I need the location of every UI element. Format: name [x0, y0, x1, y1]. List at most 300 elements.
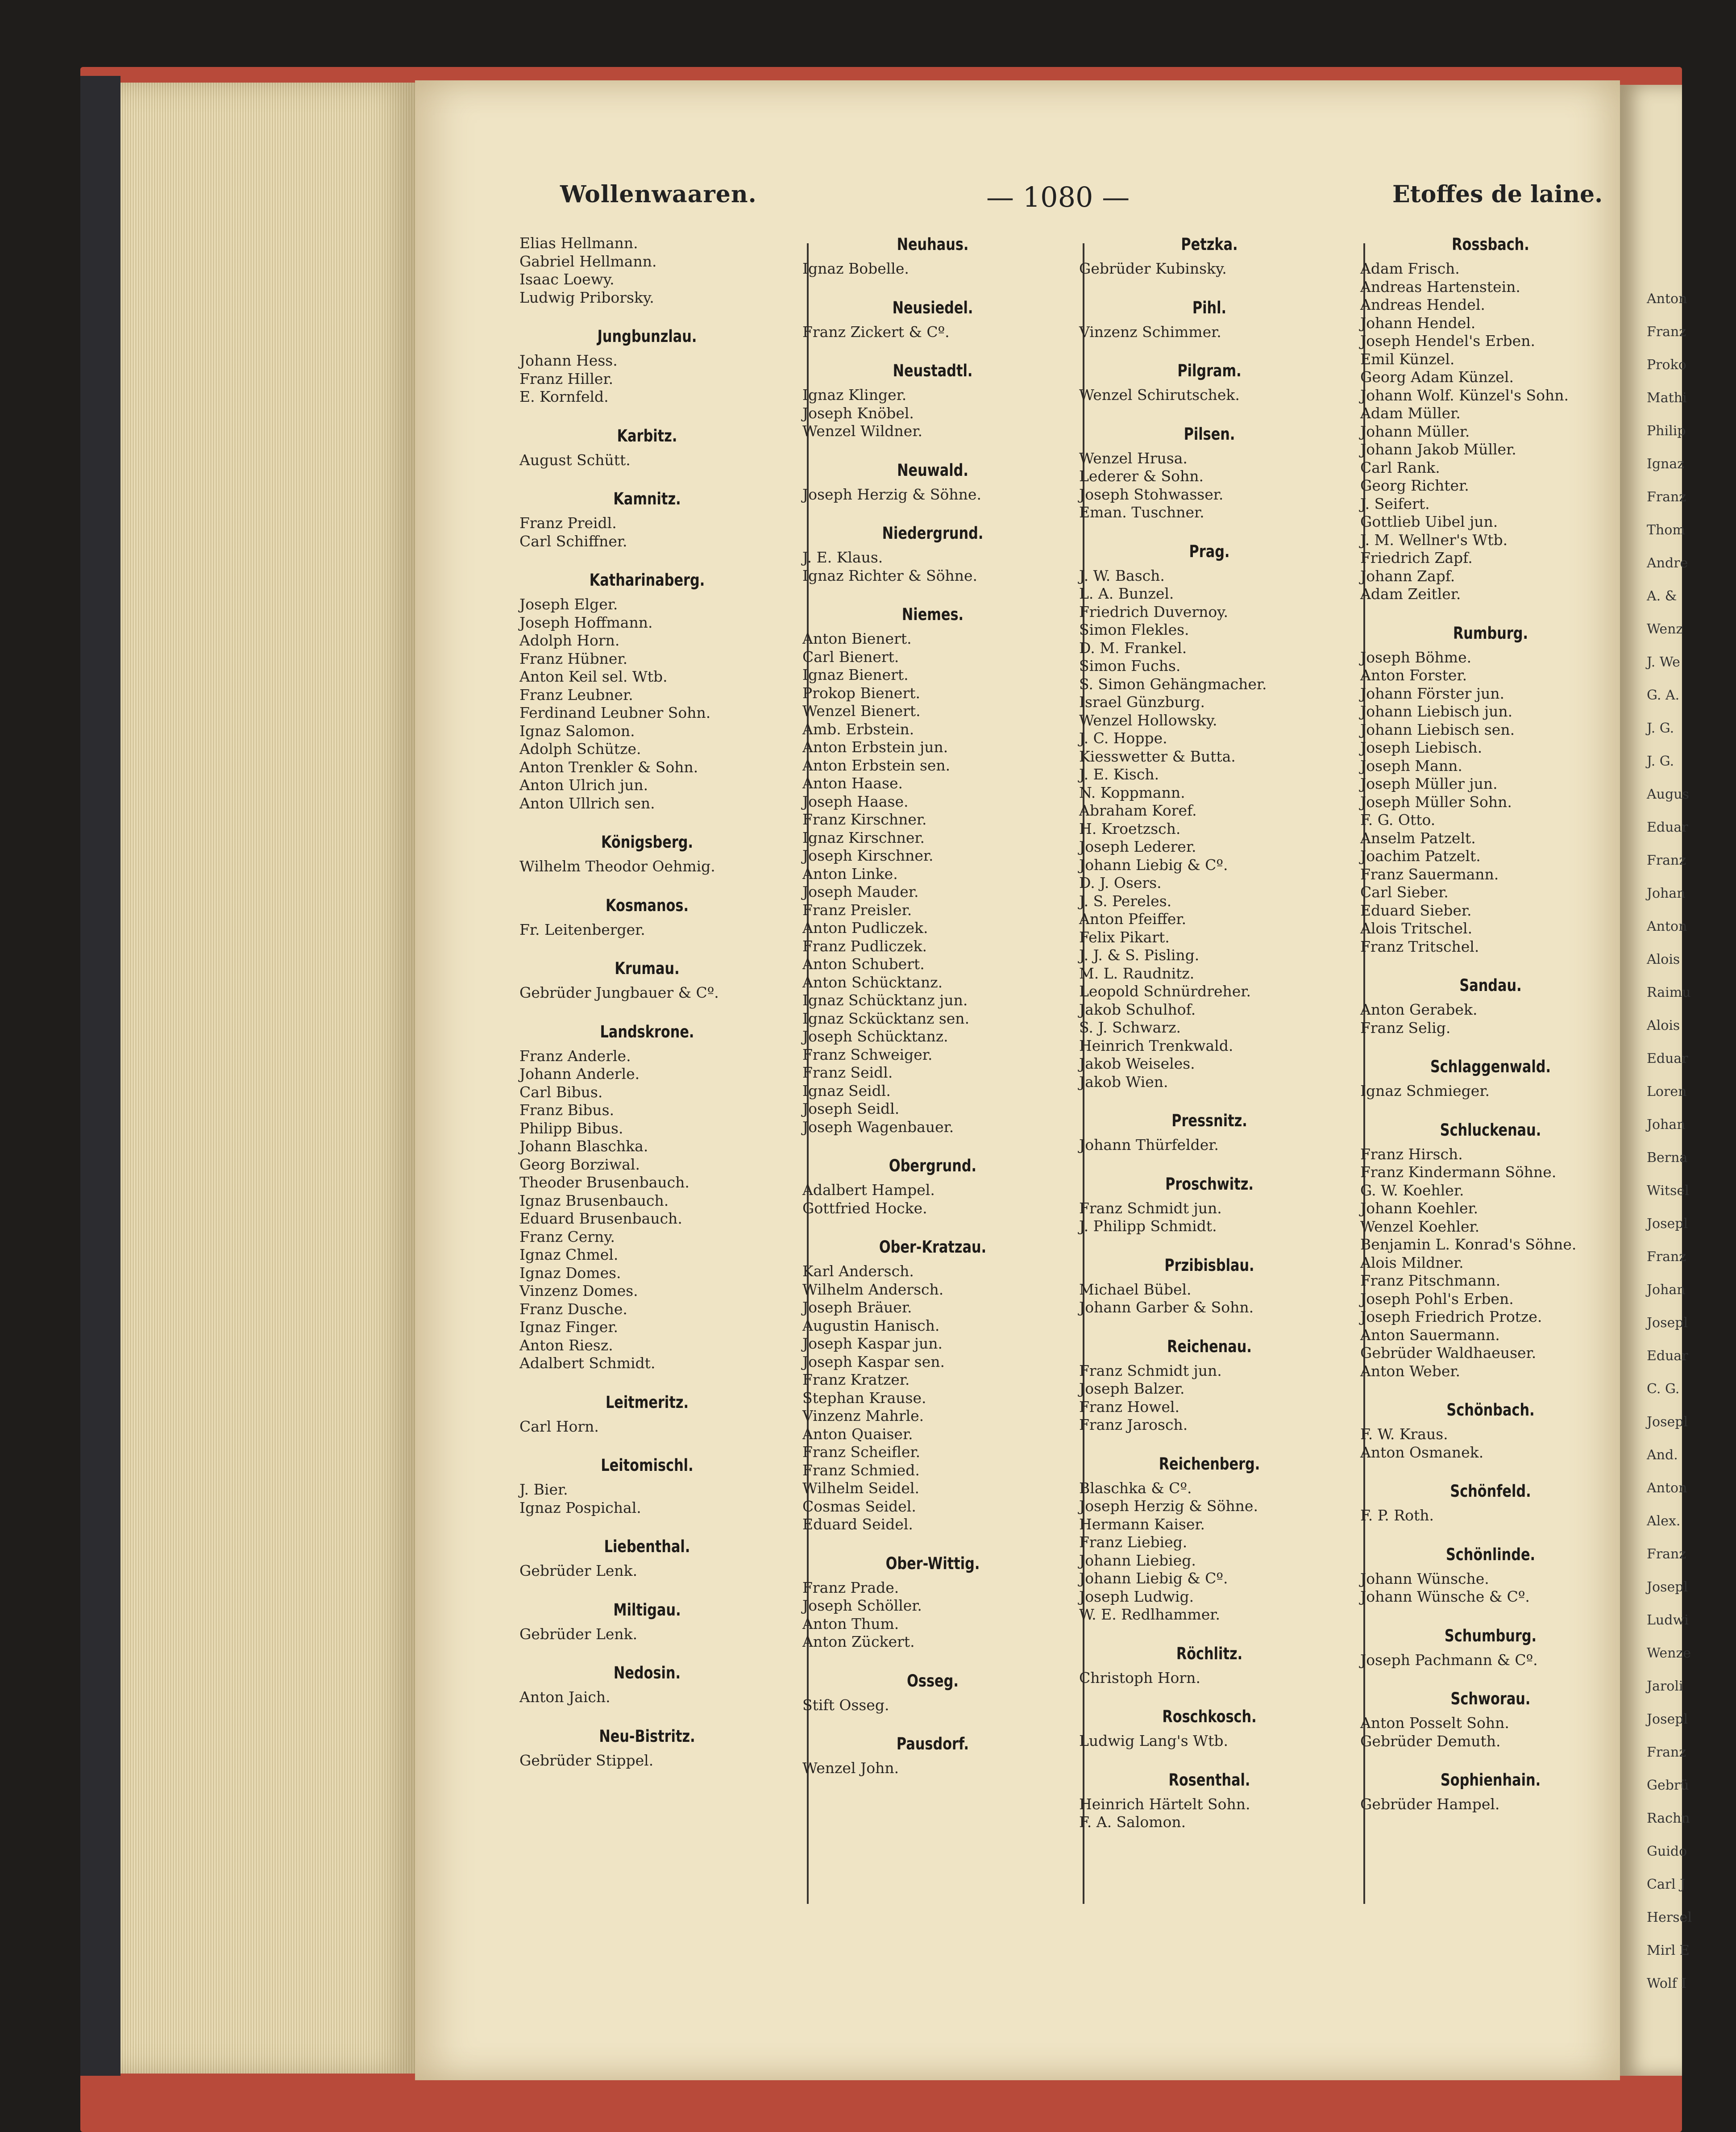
next-page-fragment: Franz — [1647, 1546, 1686, 1562]
firm-entry: J. J. & S. Pisling. — [1079, 946, 1200, 964]
firm-entry: Augustin Hanisch. — [802, 1316, 940, 1334]
firm-entry: Gottlieb Uibel jun. — [1360, 513, 1498, 530]
next-page-fragment: Wenze — [1647, 1645, 1691, 1661]
firm-entry: Franz Leubner. — [519, 686, 633, 704]
firm-entry: Ignaz Sckücktanz sen. — [802, 1009, 970, 1027]
firm-entry: Joseph Elger. — [519, 595, 618, 613]
town-heading: Neusiedel. — [892, 298, 973, 317]
firm-entry: Ignaz Brusenbauch. — [519, 1191, 669, 1209]
firm-entry: Franz Kindermann Söhne. — [1360, 1163, 1557, 1181]
town-heading: Schworau. — [1450, 1689, 1531, 1708]
firm-entry: Hermann Kaiser. — [1079, 1515, 1205, 1533]
firm-entry: Gebrüder Waldhaeuser. — [1360, 1344, 1537, 1362]
firm-entry: Franz Prade. — [802, 1578, 899, 1596]
firm-entry: Adam Zeitler. — [1360, 585, 1461, 603]
firm-entry: Anton Gerabek. — [1360, 1001, 1478, 1018]
firm-entry: Michael Bübel. — [1079, 1280, 1192, 1298]
firm-entry: Johann Zapf. — [1360, 567, 1455, 585]
firm-entry: Gebrüder Hampel. — [1360, 1795, 1500, 1813]
firm-entry: Cosmas Seidel. — [802, 1497, 916, 1515]
next-page-fragment: Mathi — [1647, 390, 1687, 406]
firm-entry: Elias Hellmann. — [519, 234, 638, 252]
firm-entry: Anton Weber. — [1360, 1362, 1461, 1380]
firm-entry: Franz Sauermann. — [1360, 865, 1499, 883]
firm-entry: Emil Künzel. — [1360, 350, 1455, 368]
firm-entry: Ignaz Bobelle. — [802, 260, 909, 277]
firm-entry: E. Kornfeld. — [519, 388, 609, 405]
firm-entry: Franz Schmied. — [802, 1461, 920, 1479]
firm-entry: Joseph Liebisch. — [1360, 739, 1483, 756]
firm-entry: Anton Osmanek. — [1360, 1443, 1484, 1461]
next-page-fragment: Philip — [1647, 423, 1686, 439]
firm-entry: Wenzel Koehler. — [1360, 1217, 1480, 1235]
firm-entry: Leopold Schnürdreher. — [1079, 983, 1251, 1000]
firm-entry: Andreas Hendel. — [1360, 296, 1485, 313]
town-heading: Röchlitz. — [1176, 1644, 1243, 1663]
firm-entry: Joseph Mann. — [1360, 757, 1462, 775]
next-page-edge — [1620, 85, 1692, 2076]
next-page-fragment: Josepl — [1647, 1414, 1688, 1430]
firm-entry: Franz Kratzer. — [802, 1371, 910, 1388]
firm-entry: Johann Liebig & Cº. — [1079, 1570, 1228, 1587]
firm-entry: Franz Pudliczek. — [802, 937, 927, 955]
firm-entry: Franz Kirschner. — [802, 811, 927, 828]
firm-entry: Wenzel Schirutschek. — [1079, 386, 1240, 404]
next-page-fragment: Ignaz — [1647, 456, 1685, 472]
firm-entry: Johann Hendel. — [1360, 314, 1476, 332]
firm-entry: Anton Pudliczek. — [802, 919, 928, 937]
firm-entry: Christoph Horn. — [1079, 1669, 1200, 1686]
next-page-fragment: Jaroli — [1647, 1678, 1683, 1694]
firm-entry: Joseph Müller Sohn. — [1360, 793, 1512, 811]
firm-entry: Joseph Pachmann & Cº. — [1360, 1651, 1538, 1669]
next-page-fragment: Augus — [1647, 787, 1689, 802]
firm-entry: August Schütt. — [519, 451, 631, 469]
next-page-fragment: Franz — [1647, 853, 1686, 868]
next-page-fragment: Josepl — [1647, 1711, 1688, 1727]
firm-entry: Johann Liebisch jun. — [1360, 703, 1513, 720]
firm-entry: J. M. Wellner's Wtb. — [1360, 531, 1508, 549]
town-heading: Pilsen. — [1184, 424, 1235, 444]
town-heading: Landskrone. — [600, 1022, 694, 1041]
firm-entry: Anton Ullrich sen. — [519, 794, 655, 812]
firm-entry: Eduard Brusenbauch. — [519, 1210, 682, 1227]
firm-entry: Anton Jaich. — [519, 1688, 611, 1706]
firm-entry: Joseph Kirschner. — [802, 847, 934, 864]
town-heading: Leitomischl. — [601, 1456, 694, 1475]
next-page-fragment: Alex. — [1647, 1513, 1681, 1529]
firm-entry: Ignaz Bienert. — [802, 666, 909, 683]
town-heading: Kosmanos. — [605, 895, 689, 915]
firm-entry: J. E. Kisch. — [1079, 766, 1159, 783]
next-page-fragment: Wenz — [1647, 621, 1683, 637]
firm-entry: Franz Schmidt jun. — [1079, 1199, 1222, 1217]
firm-entry: Franz Liebieg. — [1079, 1533, 1188, 1551]
firm-entry: Isaac Loewy. — [519, 271, 615, 288]
firm-entry: Anton Ulrich jun. — [519, 776, 648, 794]
next-page-fragment: Carl J — [1647, 1877, 1686, 1892]
next-page-fragment: Alois — [1647, 952, 1680, 967]
firm-entry: Franz Zickert & Cº. — [802, 323, 950, 341]
firm-entry: Franz Selig. — [1360, 1019, 1451, 1037]
town-heading: Pausdorf. — [896, 1734, 969, 1753]
next-page-fragment: J. We — [1647, 654, 1680, 670]
next-page-fragment: Andre — [1647, 555, 1688, 571]
next-page-fragment: Mirl E — [1647, 1943, 1690, 1958]
firm-entry: Anton Keil sel. Wtb. — [519, 668, 668, 685]
firm-entry: Israel Günzburg. — [1079, 693, 1205, 711]
firm-entry: Ferdinand Leubner Sohn. — [519, 704, 711, 721]
firm-entry: Joseph Bräuer. — [802, 1299, 912, 1316]
firm-entry: Ignaz Schmieger. — [1360, 1082, 1490, 1099]
firm-entry: Jakob Wien. — [1079, 1073, 1168, 1091]
town-heading: Miltigau. — [613, 1600, 681, 1620]
next-page-fragment: Franz — [1647, 489, 1686, 505]
next-page-fragment: Alois — [1647, 1018, 1680, 1033]
firm-entry: Franz Howel. — [1079, 1398, 1179, 1416]
firm-entry: Anton Forster. — [1360, 666, 1467, 684]
firm-entry: Jakob Weiseles. — [1079, 1055, 1195, 1072]
next-page-fragment: Johan — [1647, 886, 1686, 901]
firm-entry: Joseph Haase. — [802, 792, 909, 810]
town-heading: Reichenberg. — [1159, 1454, 1260, 1474]
firm-entry: Carl Sieber. — [1360, 883, 1449, 901]
header-right-title: Etoffes de laine. — [1392, 181, 1603, 208]
town-heading: Osseg. — [907, 1671, 959, 1691]
directory-column-2 — [799, 234, 1067, 1908]
next-page-fragment: Rachn — [1647, 1811, 1690, 1826]
firm-entry: Joseph Herzig & Söhne. — [802, 485, 981, 503]
firm-entry: N. Koppmann. — [1079, 783, 1185, 801]
firm-entry: Franz Hübner. — [519, 650, 628, 667]
firm-entry: Joseph Ludwig. — [1079, 1587, 1194, 1605]
firm-entry: Anton Sauermann. — [1360, 1326, 1500, 1344]
town-heading: Sandau. — [1459, 976, 1522, 995]
firm-entry: Ignaz Chmel. — [519, 1246, 619, 1263]
firm-entry: F. P. Roth. — [1360, 1507, 1434, 1524]
book-spine — [80, 76, 120, 2076]
town-heading: Nedosin. — [613, 1663, 681, 1682]
firm-entry: Gebrüder Kubinsky. — [1079, 260, 1227, 277]
firm-entry: Johann Liebieg. — [1079, 1551, 1196, 1569]
directory-column-3 — [1076, 234, 1343, 1908]
firm-entry: Vinzenz Domes. — [519, 1282, 638, 1299]
next-page-fragment: Anton — [1647, 1480, 1687, 1496]
town-heading: Neuhaus. — [897, 235, 969, 254]
firm-entry: Adolph Horn. — [519, 632, 620, 649]
firm-entry: F. A. Salomon. — [1079, 1813, 1186, 1831]
firm-entry: Friedrich Duvernoy. — [1079, 603, 1228, 620]
town-heading: Proschwitz. — [1165, 1174, 1254, 1194]
firm-entry: Johann Hess. — [519, 352, 618, 369]
firm-entry: Joachim Patzelt. — [1360, 847, 1481, 865]
firm-entry: Joseph Friedrich Protze. — [1360, 1308, 1542, 1325]
firm-entry: Friedrich Zapf. — [1360, 549, 1473, 566]
firm-entry: Anselm Patzelt. — [1360, 829, 1476, 847]
firm-entry: Ignaz Richter & Söhne. — [802, 566, 978, 584]
town-heading: Ober-Kratzau. — [879, 1237, 987, 1257]
town-heading: Pilgram. — [1177, 361, 1242, 380]
firm-entry: Carl Horn. — [519, 1417, 599, 1435]
next-page-fragment: Josepl — [1647, 1579, 1688, 1595]
firm-entry: Franz Preisler. — [802, 901, 912, 919]
firm-entry: Felix Pikart. — [1079, 928, 1170, 946]
firm-entry: Franz Jarosch. — [1079, 1416, 1188, 1433]
firm-entry: Ignaz Domes. — [519, 1264, 621, 1282]
firm-entry: Joseph Pohl's Erben. — [1360, 1290, 1514, 1308]
firm-entry: Anton Schubert. — [802, 955, 925, 973]
firm-entry: Joseph Wagenbauer. — [802, 1118, 954, 1136]
next-page-fragment: J. G. — [1647, 754, 1674, 769]
firm-entry: Johann Thürfelder. — [1079, 1136, 1219, 1153]
next-page-fragment: Proko — [1647, 357, 1686, 373]
firm-entry: W. E. Redlhammer. — [1079, 1606, 1220, 1623]
firm-entry: Franz Hirsch. — [1360, 1145, 1463, 1163]
firm-entry: J. Seifert. — [1360, 495, 1430, 512]
firm-entry: Joseph Balzer. — [1079, 1380, 1185, 1397]
firm-entry: Alois Tritschel. — [1360, 920, 1473, 937]
firm-entry: Gottfried Hocke. — [802, 1199, 927, 1217]
next-page-fragment: Hersel — [1647, 1910, 1692, 1925]
firm-entry: Jakob Schulhof. — [1079, 1000, 1196, 1018]
firm-entry: Johann Garber & Sohn. — [1079, 1299, 1254, 1316]
next-page-fragment: Eduar — [1647, 820, 1688, 835]
next-page-fragment: Eduar — [1647, 1051, 1688, 1066]
firm-entry: Georg Adam Künzel. — [1360, 368, 1514, 386]
town-heading: Reichenau. — [1167, 1337, 1252, 1356]
firm-entry: Joseph Hendel's Erben. — [1360, 332, 1535, 350]
town-heading: Schönfeld. — [1450, 1482, 1531, 1501]
firm-entry: Franz Scheifler. — [802, 1443, 921, 1461]
firm-entry: Anton Schücktanz. — [802, 973, 943, 991]
firm-entry: Georg Borziwal. — [519, 1155, 640, 1173]
firm-entry: Franz Preidl. — [519, 514, 617, 532]
firm-entry: Carl Schiffner. — [519, 532, 627, 550]
next-page-fragment: Johan — [1647, 1117, 1686, 1133]
next-page-fragment: Josepl — [1647, 1216, 1688, 1232]
next-page-fragment: Berna — [1647, 1150, 1688, 1166]
firm-entry: Ludwig Priborsky. — [519, 288, 654, 306]
firm-entry: Johann Blaschka. — [519, 1137, 648, 1155]
firm-entry: Wenzel Hollowsky. — [1079, 711, 1217, 729]
header-left-title: Wollenwaaren. — [560, 181, 757, 208]
firm-entry: Franz Hiller. — [519, 370, 614, 387]
next-page-fragment: Anton — [1647, 291, 1687, 307]
firm-entry: Johann Wolf. Künzel's Sohn. — [1360, 386, 1569, 404]
town-heading: Petzka. — [1181, 235, 1238, 254]
directory-column-4 — [1357, 234, 1624, 1908]
firm-entry: Gebrüder Lenk. — [519, 1625, 638, 1643]
next-page-fragment: Josepl — [1647, 1315, 1688, 1331]
firm-entry: Simon Fuchs. — [1079, 657, 1181, 675]
firm-entry: Joseph Kaspar jun. — [802, 1335, 943, 1352]
firm-entry: Franz Tritschel. — [1360, 937, 1479, 955]
town-heading: Obergrund. — [889, 1156, 977, 1175]
firm-entry: Eduard Sieber. — [1360, 901, 1472, 919]
firm-entry: Joseph Herzig & Söhne. — [1079, 1497, 1258, 1515]
firm-entry: F. W. Kraus. — [1360, 1425, 1448, 1443]
next-page-fragment: Anton — [1647, 919, 1687, 934]
firm-entry: Franz Schmidt jun. — [1079, 1362, 1222, 1379]
firm-entry: Joseph Hoffmann. — [519, 613, 653, 631]
firm-entry: Anton Zückert. — [802, 1633, 915, 1650]
firm-entry: H. Kroetzsch. — [1079, 820, 1181, 837]
firm-entry: Wenzel Wildner. — [802, 422, 922, 440]
firm-entry: Anton Erbstein jun. — [802, 738, 948, 756]
firm-entry: Fr. Leitenberger. — [519, 920, 645, 938]
firm-entry: J. E. Klaus. — [802, 549, 883, 566]
firm-entry: S. Simon Gehängmacher. — [1079, 675, 1267, 693]
firm-entry: Joseph Mauder. — [802, 883, 919, 900]
firm-entry: Benjamin L. Konrad's Söhne. — [1360, 1236, 1577, 1253]
firm-entry: Franz Pitschmann. — [1360, 1272, 1501, 1289]
firm-entry: Gebrüder Stippel. — [519, 1751, 654, 1769]
next-page-fragment: Gebrü — [1647, 1778, 1689, 1793]
firm-entry: Wenzel Hrusa. — [1079, 449, 1188, 467]
town-heading: Karbitz. — [617, 426, 677, 446]
firm-entry: Heinrich Härtelt Sohn. — [1079, 1795, 1250, 1813]
town-heading: Katharinaberg. — [589, 570, 705, 590]
next-page-fragment: A. & — [1647, 588, 1677, 604]
town-heading: Schönlinde. — [1445, 1545, 1536, 1564]
town-heading: Neuwald. — [897, 460, 968, 480]
firm-entry: Johann Anderle. — [519, 1065, 640, 1083]
firm-entry: Wenzel Bienert. — [802, 702, 921, 720]
firm-entry: Joseph Kaspar sen. — [802, 1353, 945, 1370]
firm-entry: Anton Thum. — [802, 1615, 899, 1632]
firm-entry: Vinzenz Schimmer. — [1079, 323, 1221, 341]
firm-entry: Gebrüder Jungbauer & Cº. — [519, 984, 719, 1001]
town-heading: Prag. — [1189, 541, 1230, 561]
firm-entry: Anton Posselt Sohn. — [1360, 1714, 1509, 1732]
firm-entry: Joseph Seidl. — [802, 1100, 900, 1117]
firm-entry: Anton Linke. — [802, 865, 898, 883]
firm-entry: Anton Erbstein sen. — [802, 756, 951, 774]
town-heading: Pressnitz. — [1171, 1111, 1247, 1130]
firm-entry: Anton Haase. — [802, 775, 903, 792]
next-page-fragment: Guido — [1647, 1844, 1687, 1859]
town-heading: Niemes. — [901, 605, 964, 624]
town-heading: Sophienhain. — [1440, 1770, 1541, 1790]
firm-entry: Anton Riesz. — [519, 1336, 613, 1354]
firm-entry: F. G. Otto. — [1360, 811, 1436, 829]
next-page-fragment: Raimu — [1647, 985, 1691, 1000]
firm-entry: D. J. Osers. — [1079, 874, 1162, 891]
next-page-fragment: Wolf I — [1647, 1976, 1686, 1991]
firm-entry: Gabriel Hellmann. — [519, 252, 657, 270]
firm-entry: Ignaz Schücktanz jun. — [802, 991, 968, 1009]
firm-entry: Joseph Schöller. — [802, 1597, 922, 1614]
firm-entry: Joseph Stohwasser. — [1079, 485, 1224, 503]
firm-entry: Adalbert Hampel. — [802, 1181, 935, 1199]
firm-entry: Georg Richter. — [1360, 477, 1469, 494]
firm-entry: J. S. Pereles. — [1079, 892, 1172, 910]
firm-entry: Heinrich Trenkwald. — [1079, 1037, 1233, 1054]
firm-entry: J. C. Hoppe. — [1079, 729, 1167, 747]
firm-entry: Franz Bibus. — [519, 1101, 615, 1119]
firm-entry: Franz Seidl. — [802, 1064, 893, 1081]
firm-entry: Franz Anderle. — [519, 1047, 631, 1065]
next-page-fragment: C. G. — [1647, 1381, 1680, 1397]
town-heading: Kamnitz. — [613, 489, 681, 508]
town-heading: Jungbunzlau. — [597, 327, 697, 346]
firm-entry: Stephan Krause. — [802, 1389, 926, 1407]
firm-entry: Franz Schweiger. — [802, 1045, 933, 1063]
firm-entry: Anton Trenkler & Sohn. — [519, 758, 698, 776]
firm-entry: Stift Osseg. — [802, 1696, 889, 1714]
town-heading: Schluckenau. — [1440, 1120, 1541, 1140]
next-page-fragment: Thom — [1647, 522, 1685, 538]
next-page-fragment: Witsel — [1647, 1183, 1689, 1199]
firm-entry: Joseph Schücktanz. — [802, 1028, 948, 1045]
firm-entry: Kiesswetter & Butta. — [1079, 747, 1236, 765]
firm-entry: Johann Jakob Müller. — [1360, 441, 1516, 458]
firm-entry: G. W. Koehler. — [1360, 1181, 1464, 1199]
town-heading: Neustadtl. — [893, 361, 973, 380]
firm-entry: Johann Wünsche & Cº. — [1360, 1588, 1530, 1605]
firm-entry: D. M. Frankel. — [1079, 639, 1187, 657]
firm-entry: Johann Liebig & Cº. — [1079, 856, 1228, 874]
firm-entry: Wilhelm Seidel. — [802, 1479, 919, 1497]
firm-entry: Johann Liebisch sen. — [1360, 720, 1515, 738]
next-page-fragment: And. — [1647, 1447, 1678, 1463]
firm-entry: J. Bier. — [519, 1481, 568, 1498]
town-heading: Niedergrund. — [882, 524, 984, 543]
town-heading: Rumburg. — [1453, 623, 1528, 643]
next-page-fragment: J. G. — [1647, 720, 1674, 736]
town-heading: Rosenthal. — [1168, 1770, 1250, 1790]
town-heading: Leitmeritz. — [605, 1392, 689, 1412]
firm-entry: Anton Quaiser. — [802, 1425, 913, 1443]
firm-entry: Franz Dusche. — [519, 1300, 627, 1318]
page-number: — 1080 — — [986, 181, 1130, 213]
town-heading: Neu-Bistritz. — [599, 1726, 695, 1746]
directory-column-1 — [513, 234, 781, 1908]
firm-entry: Adalbert Schmidt. — [519, 1354, 656, 1372]
next-page-fragment: Johan — [1647, 1282, 1686, 1298]
firm-entry: Wilhelm Andersch. — [802, 1280, 944, 1298]
firm-entry: Philipp Bibus. — [519, 1119, 623, 1137]
firm-entry: Eman. Tuschner. — [1079, 504, 1204, 521]
firm-entry: Andreas Hartenstein. — [1360, 278, 1520, 296]
firm-entry: Gebrüder Demuth. — [1360, 1732, 1501, 1750]
next-page-fragment: Franz — [1647, 1745, 1686, 1760]
firm-entry: Joseph Knöbel. — [802, 404, 914, 422]
next-page-fragment: Ludwi — [1647, 1612, 1689, 1628]
next-page-fragment: Loren — [1647, 1084, 1687, 1099]
town-heading: Königsberg. — [601, 833, 694, 852]
town-heading: Schönbach. — [1446, 1400, 1535, 1420]
town-heading: Schlaggenwald. — [1430, 1057, 1551, 1076]
firm-entry: Anton Bienert. — [802, 630, 912, 647]
next-page-fragment: Eduar — [1647, 1348, 1688, 1364]
firm-entry: Franz Cerny. — [519, 1228, 615, 1245]
page-edges — [120, 83, 415, 2074]
firm-entry: J. W. Basch. — [1079, 566, 1165, 584]
firm-entry: Adam Frisch. — [1360, 260, 1460, 277]
firm-entry: Theoder Brusenbauch. — [519, 1174, 689, 1191]
firm-entry: Adam Müller. — [1360, 404, 1461, 422]
firm-entry: Anton Pfeiffer. — [1079, 910, 1187, 928]
firm-entry: Adolph Schütze. — [519, 740, 641, 758]
firm-entry: Lederer & Sohn. — [1079, 467, 1204, 485]
firm-entry: Carl Bienert. — [802, 648, 899, 666]
firm-entry: J. Philipp Schmidt. — [1079, 1217, 1217, 1235]
firm-entry: Joseph Müller jun. — [1360, 775, 1498, 792]
town-heading: Rossbach. — [1452, 235, 1529, 254]
firm-entry: Karl Andersch. — [802, 1262, 914, 1280]
firm-entry: Ignaz Seidl. — [802, 1082, 891, 1099]
